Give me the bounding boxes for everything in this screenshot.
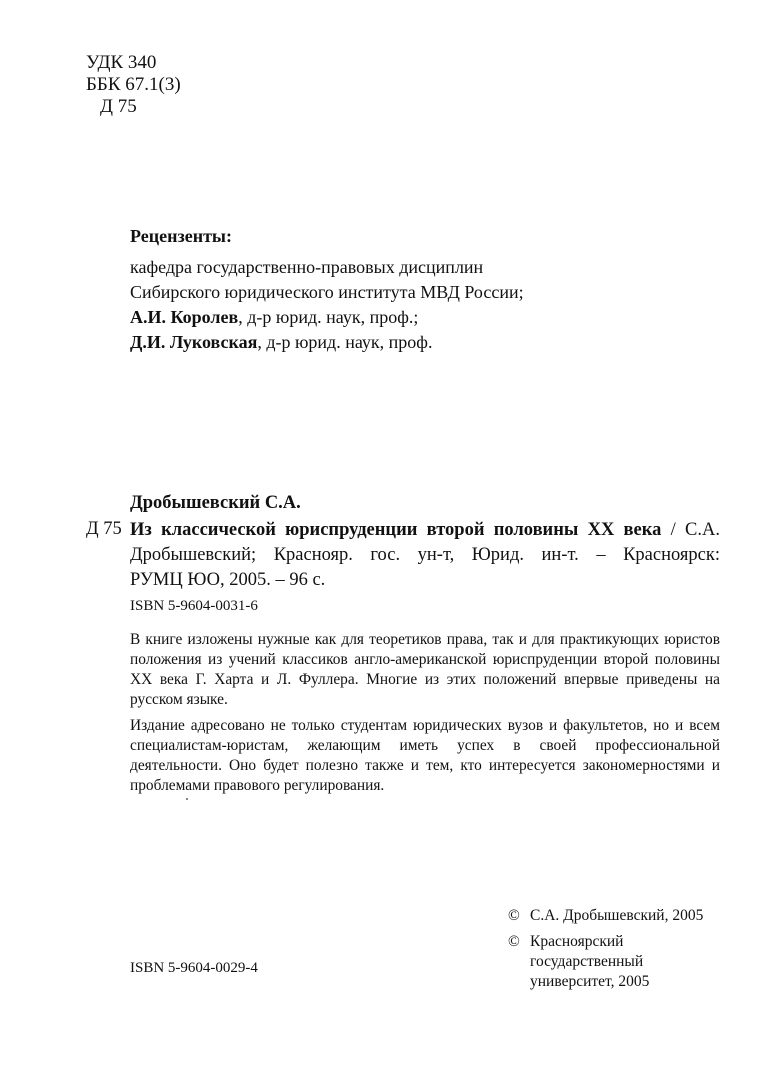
record-author-mark: Д 75 xyxy=(86,519,122,539)
record-line-1-rest: / С.А. xyxy=(661,520,720,540)
reviewer-1-name: А.И. Королев xyxy=(130,307,239,327)
speck-mark xyxy=(186,798,188,800)
copyright-author-text: С.А. Дробышевский, 2005 xyxy=(530,907,704,924)
annotation-paragraph-1: В книге изложены нужные как для теоретиков права, так и для практикующих юристов положения из учений классиков англо-американской юриспруденции второй половины XX века Г. Харта и Л. Фуллера. Многие из этих положений впервые приведены на русском языке. xyxy=(130,631,720,708)
author-index-code: Д 75 xyxy=(100,96,137,117)
copyright-university-line-1: Красноярский xyxy=(530,933,624,950)
annotation xyxy=(130,630,720,802)
udk-code: УДК 340 xyxy=(86,52,157,73)
bbk-code: ББК 67.1(3) xyxy=(86,74,181,95)
reviewer-dept-line-2: Сибирского юридического института МВД России; xyxy=(130,282,524,302)
book-title: Из классической юриспруденции второй половины XX века xyxy=(130,520,662,540)
record-line-2: Дробышевский; Краснояр. гос. ун-т, Юрид. ин-т. – Красноярск: xyxy=(130,545,720,565)
reviewer-1-degree: , д-р юрид. наук, проф.; xyxy=(238,307,419,327)
reviewers-list xyxy=(130,255,524,355)
copyright-university-line-2: государственный xyxy=(530,953,644,970)
isbn-secondary: ISBN 5-9604-0029-4 xyxy=(130,960,258,976)
isbn-primary: ISBN 5-9604-0031-6 xyxy=(130,598,258,614)
copyright-block xyxy=(508,906,703,992)
copyright-university-line-3: университет, 2005 xyxy=(530,973,650,990)
reviewers-heading: Рецензенты: xyxy=(130,226,232,246)
reviewer-2 xyxy=(130,330,524,355)
reviewer-dept-line-1: кафедра государственно-правовых дисциплин xyxy=(130,257,484,277)
copyright-icon: © xyxy=(508,907,520,924)
reviewer-2-name: Д.И. Луковская xyxy=(130,332,258,352)
record-line-3: РУМЦ ЮО, 2005. – 96 с. xyxy=(130,570,326,590)
copyright-icon: © xyxy=(508,933,520,950)
reviewer-2-degree: , д-р юрид. наук, проф. xyxy=(257,332,433,352)
record-author: Дробышевский С.А. xyxy=(130,493,301,513)
annotation-paragraph-2: Издание адресовано не только студентам юридических вузов и факультетов, но и всем специалистам-юристам, желающим иметь успех в своей профессиональной деятельности. Оно будет полезно также и тем, кто интересуется закономерностями и проблемами правового регулирования. xyxy=(130,717,720,794)
record-description xyxy=(130,518,720,593)
copyright-university xyxy=(508,932,703,992)
classification-codes xyxy=(86,52,181,118)
copyright-author xyxy=(508,906,703,926)
reviewer-1 xyxy=(130,305,524,330)
record-line-1 xyxy=(130,518,720,543)
